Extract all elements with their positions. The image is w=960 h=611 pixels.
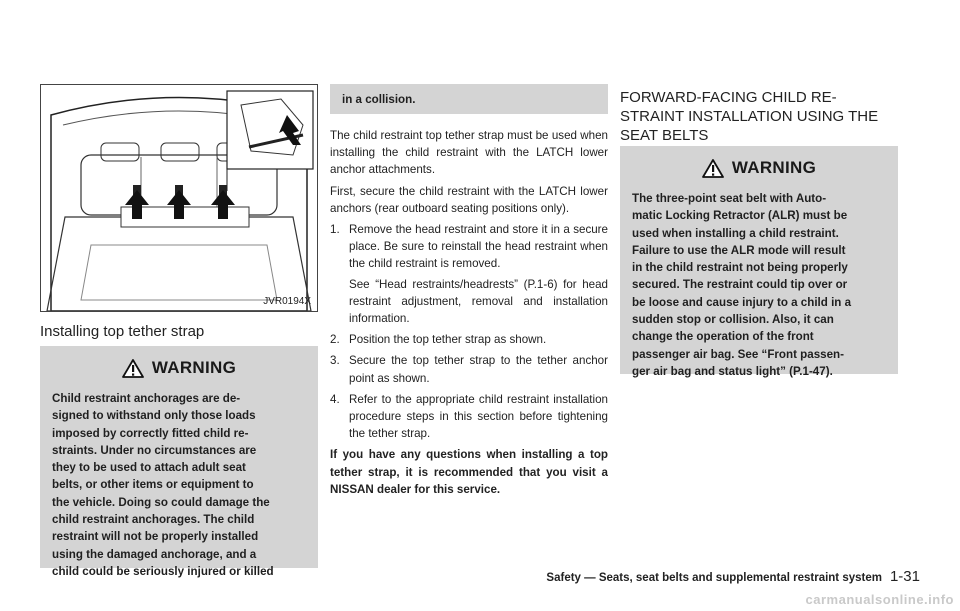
list-item: 2. Position the top tether strap as shown. [330,333,547,347]
list-item: 1. Remove the head restraint and store it in a secure place. Be sure to reinstall the head restraint when the child restraint is removed. [330,223,608,271]
watermark: carmanualsonline.info [805,592,954,607]
warning-continuation-text: in a collision. [342,93,416,106]
page-number: 1-31 [889,568,920,585]
section-heading-forward-facing: FORWARD-FACING CHILD RE- STRAINT INSTALLATION USING THE SEAT BELTS [620,89,879,144]
list-item: 4. Refer to the appropriate child restraint installation procedure steps in this section before tightening the tether strap. [330,392,608,441]
page-footer [546,568,920,585]
instructions-column [330,127,608,498]
warning-title: WARNING [731,158,817,177]
steps-list [330,221,608,442]
list-item: 3. Secure the top tether strap to the tether anchor point as shown. [330,354,608,385]
section-heading-top-tether: Installing top tether strap [40,323,205,340]
warning-box-alr [620,146,898,378]
paragraph-tether-required: The child restraint top tether strap must be used when installing the child restraint with the LATCH lower anchor attachments. [330,129,608,177]
warning-box-anchorages [40,346,318,578]
cargo-area-illustration [40,84,318,312]
warning-text: Child restraint anchorages are de- signed to withstand only those loads imposed by correctly fitted child re- straints. Under no circumstances are they to be used to attach adult seat belts, or other items or equipment to the vehicle. Doing so could damage the child restraint anchorages. The child restraint will not be properly installed using the damaged anchorage, and a child could be seriously injured or killed [52,392,274,578]
closing-advice: If you have any questions when installing a top tether strap, it is recommended that you visit a NISSAN dealer for this service. [330,448,608,496]
warning-triangle-icon [122,359,144,378]
warning-triangle-icon [702,159,724,178]
warning-continuation-box [330,84,608,114]
see-reference-note: See “Head restraints/headrests” (P.1-6) for head restraint adjustment, removal and installation information. [349,277,608,326]
paragraph-secure-latch: First, secure the child restraint with the LATCH lower anchors (rear outboard seating positions only). [330,184,608,215]
warning-text: The three-point seat belt with Auto- matic Locking Retractor (ALR) must be used when installing a child restraint. Failure to use the ALR mode will result in the child restraint not being properly secured. The restraint could tip over or be loose and cause injury to a child in a sudden stop or collision. Also, it can change the operation of the front passenger air bag. See “Front passen- ger air bag and status light” (P.1-47). [632,192,852,378]
tether-anchor-diagram [41,85,317,311]
figure-id: JVR0194X [263,296,311,307]
footer-section-title: Safety — Seats, seat belts and supplemental restraint system [546,572,882,584]
warning-title: WARNING [151,358,237,377]
